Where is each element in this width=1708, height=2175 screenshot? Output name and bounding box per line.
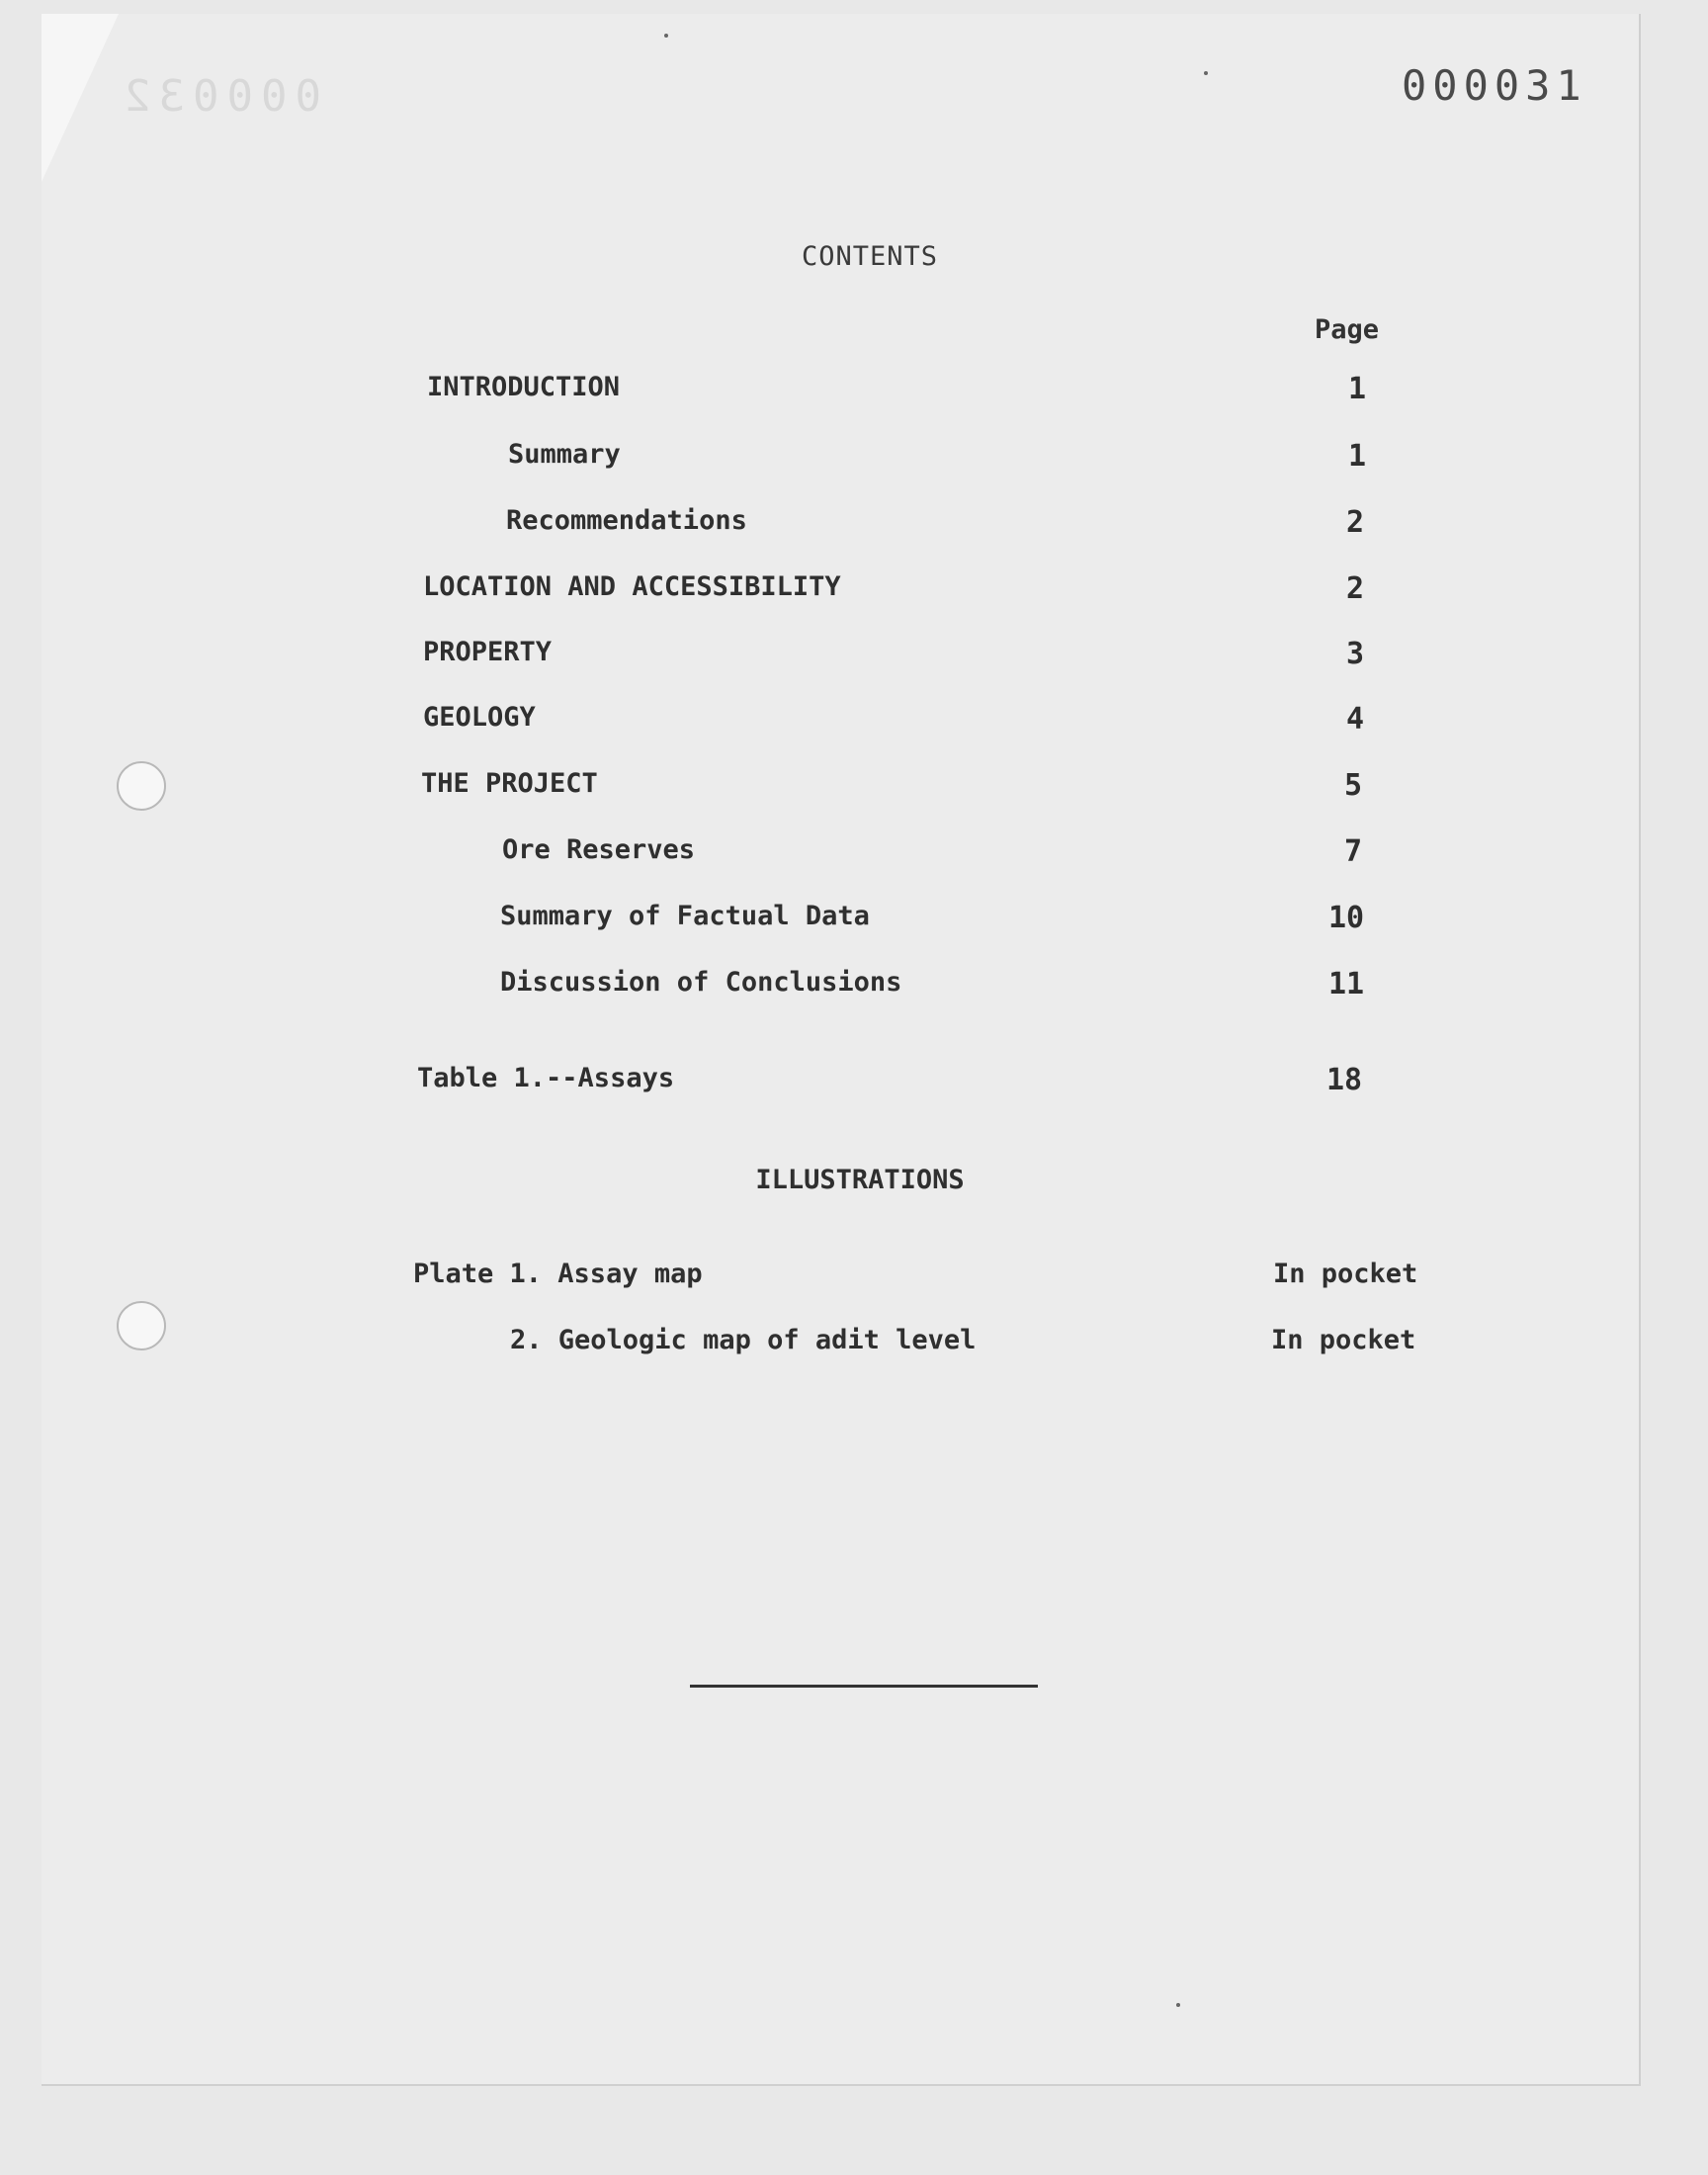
illustrations-title: ILLUSTRATIONS (755, 1165, 965, 1195)
toc-page-number: 7 (1344, 834, 1363, 869)
illustration-row-plate-2 (0, 1325, 1708, 1364)
illustration-label: Plate 1. Assay map (413, 1259, 703, 1289)
contents-title: CONTENTS (801, 241, 939, 272)
toc-page-number: 3 (1346, 637, 1365, 671)
page-number-stamp: 000031 (1402, 61, 1587, 110)
paper-speck (664, 34, 668, 38)
toc-label: THE PROJECT (421, 768, 598, 799)
toc-label: Ore Reserves (502, 834, 696, 865)
end-rule-line (690, 1685, 1038, 1688)
toc-row-introduction (0, 372, 1708, 411)
illustration-location: In pocket (1271, 1325, 1416, 1355)
toc-row-conclusions (0, 967, 1708, 1006)
paper-speck (1176, 2003, 1180, 2007)
toc-label: GEOLOGY (423, 702, 536, 733)
toc-page-number: 18 (1326, 1063, 1363, 1097)
illustration-label: 2. Geologic map of adit level (510, 1325, 977, 1355)
toc-row-summary (0, 439, 1708, 478)
toc-label: Discussion of Conclusions (500, 967, 902, 998)
toc-label: Table 1.--Assays (417, 1063, 675, 1093)
bleed-through-stamp: 000032 (117, 71, 321, 122)
toc-page-number: 4 (1346, 702, 1365, 737)
paper-sheet (42, 14, 1641, 2086)
paper-speck (1204, 71, 1208, 75)
toc-page-number: 11 (1328, 967, 1365, 1001)
toc-page-number: 10 (1328, 901, 1365, 935)
toc-label: INTRODUCTION (427, 372, 621, 402)
toc-label: LOCATION AND ACCESSIBILITY (423, 571, 841, 602)
toc-page-number: 2 (1346, 571, 1365, 606)
toc-page-number: 5 (1344, 768, 1363, 803)
folded-corner (42, 14, 119, 182)
page-column-header: Page (1315, 314, 1380, 345)
toc-page-number: 1 (1348, 372, 1367, 406)
toc-row-factual-data (0, 901, 1708, 940)
toc-page-number: 1 (1348, 439, 1367, 474)
toc-row-location (0, 571, 1708, 611)
illustration-location: In pocket (1273, 1259, 1418, 1289)
toc-row-geology (0, 702, 1708, 741)
toc-page-number: 2 (1346, 505, 1365, 540)
toc-row-property (0, 637, 1708, 676)
toc-row-the-project (0, 768, 1708, 808)
toc-label: Summary of Factual Data (500, 901, 870, 931)
toc-row-ore-reserves (0, 834, 1708, 874)
toc-label: Summary (508, 439, 621, 470)
toc-row-recommendations (0, 505, 1708, 545)
toc-row-table-assays (0, 1063, 1708, 1102)
toc-label: Recommendations (506, 505, 747, 536)
illustration-row-plate-1 (0, 1259, 1708, 1298)
toc-label: PROPERTY (423, 637, 553, 667)
